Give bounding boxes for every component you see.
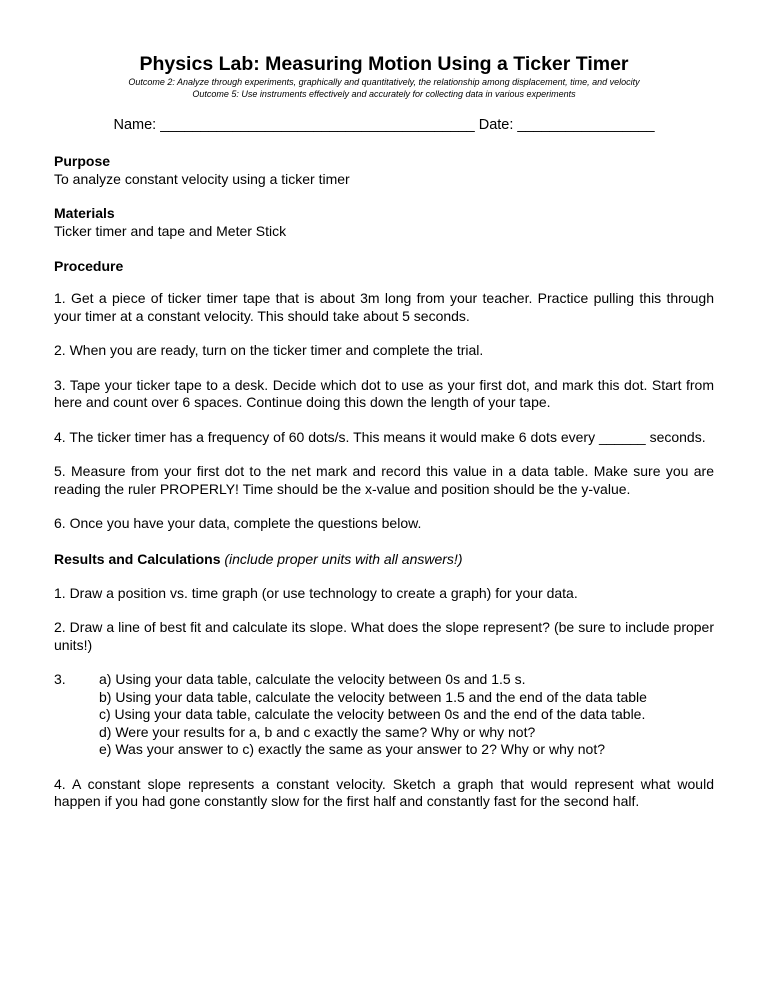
outcome-5: Outcome 5: Use instruments effectively and accurately for collecting data in various experiments <box>192 89 576 99</box>
procedure-step-1: 1. Get a piece of ticker timer tape that is about 3m long from your teacher. Practice pulling this through your timer at a constant velocity. This should take about 5 seconds. <box>54 290 714 324</box>
name-date-line: Name: _______________________________________ Date: _________________ <box>113 117 655 133</box>
question-3a: a) Using your data table, calculate the velocity between 0s and 1.5 s. <box>99 671 526 687</box>
question-3e: e) Was your answer to c) exactly the same as your answer to 2? Why or why not? <box>99 741 606 757</box>
results-question-2: 2. Draw a line of best fit and calculate its slope. What does the slope represent? (be sure to include proper units!) <box>54 619 714 653</box>
materials-section <box>54 204 714 240</box>
results-note: (include proper units with all answers!) <box>224 550 463 567</box>
results-question-1: 1. Draw a position vs. time graph (or use technology to create a graph) for your data. <box>54 584 578 601</box>
procedure-step-3: 3. Tape your ticker tape to a desk. Decide which dot to use as your first dot, and mark this dot. Start from here and count over 6 spaces. Continue doing this down the length of your tape. <box>54 376 714 410</box>
results-section <box>54 550 714 811</box>
procedure-heading: Procedure <box>54 258 124 274</box>
question-3c: c) Using your data table, calculate the velocity between 0s and the end of the data table. <box>99 706 646 722</box>
page-title: Physics Lab: Measuring Motion Using a Ticker Timer <box>139 53 629 75</box>
procedure-step-4: 4. The ticker timer has a frequency of 60 dots/s. This means it would make 6 dots every ______ seconds. <box>54 428 706 445</box>
procedure-step-2: 2. When you are ready, turn on the ticker timer and complete the trial. <box>54 342 484 358</box>
results-question-3 <box>54 671 714 759</box>
results-question-4: 4. A constant slope represents a constant velocity. Sketch a graph that would represent what would happen if you had gone constantly slow for the first half and constantly fast for the second half. <box>54 775 714 809</box>
results-heading-line <box>54 550 714 568</box>
procedure-step-6: 6. Once you have your data, complete the questions below. <box>54 515 422 531</box>
question-3-parts <box>99 671 714 759</box>
question-3b: b) Using your data table, calculate the velocity between 1.5 and the end of the data table <box>99 688 647 705</box>
materials-heading: Materials <box>54 205 115 221</box>
procedure-step-5: 5. Measure from your first dot to the net mark and record this value in a data table. Make sure you are reading the ruler PROPERLY! Time should be the x-value and position should be the y-value. <box>54 463 714 497</box>
purpose-section <box>54 152 714 188</box>
purpose-text: To analyze constant velocity using a ticker timer <box>54 171 350 187</box>
question-3-number: 3. <box>54 671 66 687</box>
results-heading: Results and Calculations <box>54 550 221 567</box>
purpose-heading: Purpose <box>54 153 111 169</box>
question-3d: d) Were your results for a, b and c exactly the same? Why or why not? <box>99 723 536 740</box>
outcome-2: Outcome 2: Analyze through experiments, graphically and quantitatively, the relationship among displacement, time, and velocity <box>128 77 640 87</box>
procedure-section <box>54 257 714 533</box>
materials-text: Ticker timer and tape and Meter Stick <box>54 223 287 239</box>
